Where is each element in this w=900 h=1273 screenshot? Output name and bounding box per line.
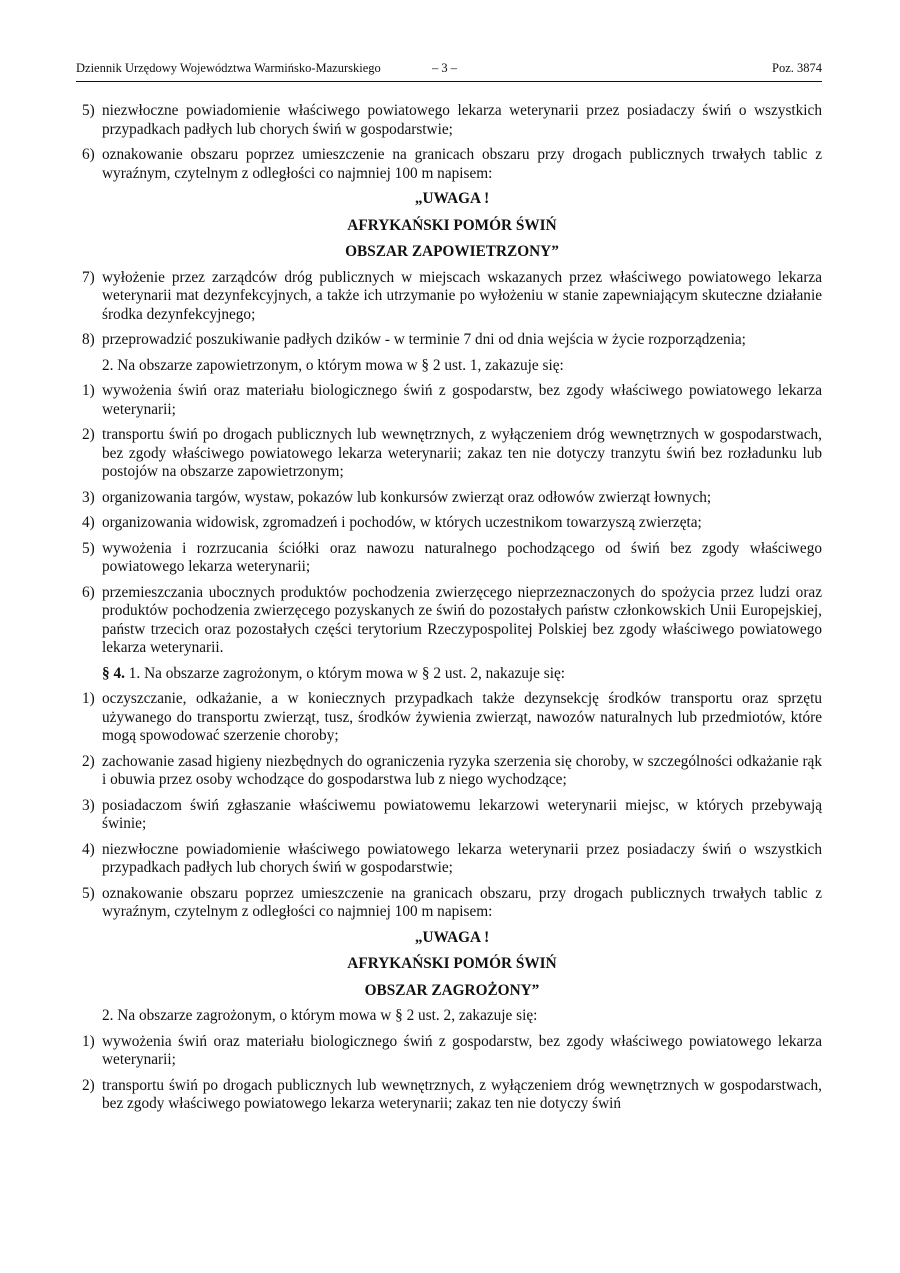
item-text: wywożenia świń oraz materiału biologicznego świń z gospodarstw, bez zgody właściwego powiatowego lekarza weterynarii; <box>102 1032 822 1068</box>
section-text: 1. Na obszarze zagrożonym, o którym mowa w § 2 ust. 2, nakazuje się: <box>124 664 566 682</box>
position-number: Poz. 3874 <box>772 61 822 75</box>
item-number: 2) <box>82 1076 95 1094</box>
list-item <box>82 1033 822 1070</box>
item-text: transportu świń po drogach publicznych lub wewnętrznych, z wyłączeniem dróg wewnętrznych w gospodarstwach, bez zgody właściwego powiatowego lekarza weterynarii; zakaz ten nie dotyczy tranzytu świń bez rozładunku lub postojów na obszarze zapowietrzonym; <box>102 426 822 480</box>
item-number: 6) <box>82 583 95 601</box>
item-text: oznakowanie obszaru poprzez umieszczenie na granicach obszaru, przy drogach publicznych trwałych tablic z wyraźnym, czytelnym z odległości co najmniej 100 m napisem: <box>102 884 822 920</box>
item-number: 8) <box>82 331 95 348</box>
list-item <box>82 102 822 139</box>
item-number: 6) <box>82 146 95 163</box>
item-number: 3) <box>82 488 95 506</box>
item-text: wywożenia świń oraz materiału biologicznego świń z gospodarstw, bez zgody właściwego powiatowego lekarza weterynarii; <box>102 382 822 418</box>
section-paragraph <box>102 665 822 684</box>
item-text: wyłożenie przez zarządców dróg publicznych w miejscach wskazanych przez właściwego powiatowego lekarza weterynarii mat dezynfekcyjnych, a także ich utrzymanie po wyłożeniu w stanie zapewniającym skuteczne działanie środka dezynfekcyjnego; <box>102 268 822 323</box>
item-text: przeprowadzić poszukiwanie padłych dzików - w terminie 7 dni od dnia wejścia w życie rozporządzenia; <box>102 331 746 348</box>
paragraph: 2. Na obszarze zapowietrzonym, o którym mowa w § 2 ust. 1, zakazuje się: <box>102 356 564 374</box>
notice-line: AFRYKAŃSKI POMÓR ŚWIŃ <box>347 216 557 234</box>
item-number: 4) <box>82 840 95 858</box>
list-item <box>82 382 822 419</box>
list-item <box>82 146 822 183</box>
journal-title: Dziennik Urzędowy Województwa Warmińsko-Mazurskiego <box>76 61 381 75</box>
item-text: organizowania targów, wystaw, pokazów lub konkursów zwierząt oraz odłowów zwierząt łownych; <box>102 488 712 506</box>
list-item <box>82 797 822 834</box>
list-item <box>82 331 822 350</box>
notice-line: OBSZAR ZAPOWIETRZONY” <box>345 243 559 260</box>
page-header <box>76 61 822 82</box>
item-text: niezwłoczne powiadomienie właściwego powiatowego lekarza weterynarii przez posiadaczy świń o wszystkich przypadkach padłych lub chorych świń w gospodarstwie; <box>102 840 822 876</box>
paragraph: 2. Na obszarze zagrożonym, o którym mowa w § 2 ust. 2, zakazuje się: <box>102 1007 538 1024</box>
item-text: posiadaczom świń zgłaszanie właściwemu powiatowemu lekarzowi weterynarii miejsc, w których przebywają świnie; <box>102 796 822 832</box>
item-number: 5) <box>82 539 95 557</box>
notice-line: „UWAGA ! <box>414 928 490 946</box>
item-number: 2) <box>82 752 95 770</box>
item-number: 4) <box>82 514 95 531</box>
list-item <box>82 540 822 577</box>
list-item <box>82 514 822 533</box>
list-item <box>82 489 822 508</box>
list-item <box>82 584 822 658</box>
item-number: 5) <box>82 102 95 119</box>
item-text: organizowania widowisk, zgromadzeń i pochodów, w których uczestnikom towarzyszą zwierzęta; <box>102 514 702 531</box>
list-item <box>82 885 822 922</box>
item-text: oznakowanie obszaru poprzez umieszczenie na granicach obszaru przy drogach publicznych trwałych tablic z wyraźnym, czytelnym z odległości co najmniej 100 m napisem: <box>102 146 822 182</box>
notice-line: OBSZAR ZAGROŻONY” <box>364 981 540 999</box>
list-item <box>82 269 822 325</box>
item-text: wywożenia i rozrzucania ściółki oraz nawozu naturalnego pochodzącego od świń bez zgody właściwego powiatowego lekarza weterynarii; <box>102 539 822 575</box>
section-mark: § 4. <box>102 664 125 682</box>
item-text: przemieszczania ubocznych produktów pochodzenia zwierzęcego nieprzeznaczonych do spożycia przez ludzi oraz produktów pochodzenia zwierzęcego pozyskanych ze świń do pozostałych państw członkowskich Unii Europejskiej, państw trzecich oraz pozostałych części terytorium Rzeczypospolitej Polskiej bez zgody właściwego powiatowego lekarza weterynarii. <box>102 583 822 656</box>
warning-notice-threatened-zone <box>82 929 822 1001</box>
item-text: transportu świń po drogach publicznych lub wewnętrznych, z wyłączeniem dróg wewnętrznych w gospodarstwach, bez zgody właściwego powiatowego lekarza weterynarii; zakaz ten nie dotyczy świń <box>102 1076 822 1112</box>
item-number: 1) <box>82 382 95 399</box>
document-body <box>82 102 822 1121</box>
item-text: zachowanie zasad higieny niezbędnych do ograniczenia ryzyka szerzenia się choroby, w szczególności odkażanie rąk i obuwia przez osoby wchodzące do gospodarstwa lub z niego wychodzące; <box>102 752 822 788</box>
item-text: niezwłoczne powiadomienie właściwego powiatowego lekarza weterynarii przez posiadaczy świń o wszystkich przypadkach padłych lub chorych świń w gospodarstwie; <box>102 102 822 138</box>
warning-notice-infected-zone <box>82 190 822 262</box>
item-number: 1) <box>82 1032 95 1050</box>
list-item <box>82 753 822 790</box>
notice-line: AFRYKAŃSKI POMÓR ŚWIŃ <box>347 955 557 972</box>
item-number: 7) <box>82 268 95 286</box>
item-number: 3) <box>82 796 95 814</box>
list-item <box>82 426 822 482</box>
list-item <box>82 841 822 878</box>
item-number: 2) <box>82 426 95 443</box>
list-item <box>82 690 822 746</box>
item-number: 5) <box>82 884 95 902</box>
notice-line: „UWAGA ! <box>414 190 490 207</box>
item-text: oczyszczanie, odkażanie, a w koniecznych przypadkach także dezynsekcję środków transportu oraz sprzętu używanego do transportu zwierząt, tusz, środków żywienia zwierząt, nawozów naturalnych lub przedmiotów, które mogą spowodować szerzenie choroby; <box>102 690 822 744</box>
item-number: 1) <box>82 690 95 707</box>
list-item <box>82 1077 822 1114</box>
page-number: – 3 – <box>432 61 457 75</box>
